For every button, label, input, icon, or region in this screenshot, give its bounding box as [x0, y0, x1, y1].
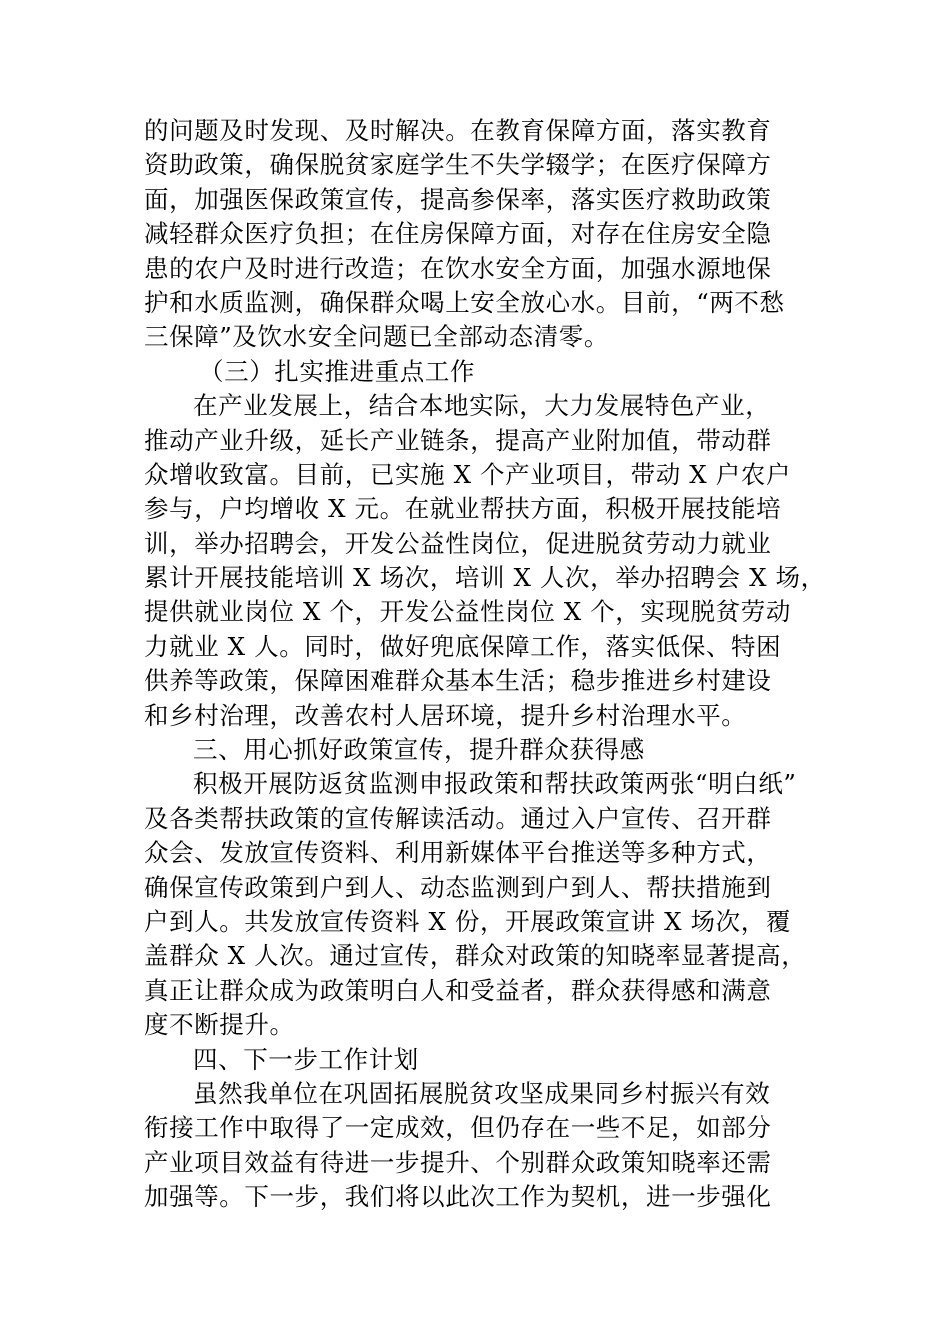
body-line: 确保宣传政策到户到人、动态监测到户到人、帮扶措施到: [144, 872, 772, 902]
section-heading: 四、下一步工作计划: [193, 1044, 419, 1074]
body-line: 盖群众 X 人次。通过宣传，群众对政策的知晓率显著提高，: [144, 941, 807, 971]
body-line: 面，加强医保政策宣传，提高参保率，落实医疗救助政策: [144, 184, 772, 214]
body-line: 众增收致富。目前，已实施 X 个产业项目，带动 X 户农户: [144, 459, 791, 489]
body-line: 资助政策，确保脱贫家庭学生不失学辍学；在医疗保障方: [144, 150, 772, 180]
body-line: 及各类帮扶政策的宣传解读活动。通过入户宣传、召开群: [144, 803, 772, 833]
body-line: 推动产业升级，延长产业链条，提高产业附加值，带动群: [144, 425, 772, 455]
body-line: 真正让群众成为政策明白人和受益者，群众获得感和满意: [144, 975, 772, 1005]
body-line: 训，举办招聘会，开发公益性岗位，促进脱贫劳动力就业: [144, 528, 772, 558]
body-line: 众会、发放宣传资料、利用新媒体平台推送等多种方式，: [144, 838, 772, 868]
body-line: 护和水质监测，确保群众喝上安全放心水。目前，“两不愁: [144, 287, 785, 317]
subsection-heading: （三）扎实推进重点工作: [199, 356, 476, 386]
body-line: 累计开展技能培训 X 场次，培训 X 人次，举办招聘会 X 场，: [144, 563, 826, 593]
body-line: 虽然我单位在巩固拓展脱贫攻坚成果同乡村振兴有效: [193, 1078, 771, 1108]
document-body: [144, 114, 826, 1215]
section-heading: 三、用心抓好政策宣传，提升群众获得感: [193, 735, 645, 765]
body-line: 加强等。下一步，我们将以此次工作为契机，进一步强化: [144, 1182, 772, 1212]
body-line: 在产业发展上，结合本地实际，大力发展特色产业，: [193, 391, 771, 421]
body-line: 的问题及时发现、及时解决。在教育保障方面，落实教育: [144, 116, 772, 145]
body-line: 减轻群众医疗负担；在住房保障方面，对存在住房安全隐: [144, 219, 772, 249]
body-line: 积极开展防返贫监测申报政策和帮扶政策两张“明白纸”: [193, 769, 797, 799]
body-line: 和乡村治理，改善农村人居环境，提升乡村治理水平。: [144, 700, 747, 730]
body-line: 患的农户及时进行改造；在饮水安全方面，加强水源地保: [144, 253, 772, 283]
body-line: 力就业 X 人。同时，做好兜底保障工作，落实低保、特困: [144, 631, 782, 661]
body-line: 提供就业岗位 X 个，开发公益性岗位 X 个，实现脱贫劳动: [144, 597, 791, 627]
body-line: 户到人。共发放宣传资料 X 份，开展政策宣讲 X 场次，覆: [144, 906, 791, 936]
body-line: 产业项目效益有待进一步提升、个别群众政策知晓率还需: [144, 1147, 772, 1177]
body-line: 供养等政策，保障困难群众基本生活；稳步推进乡村建设: [144, 666, 772, 696]
body-line: 三保障”及饮水安全问题已全部动态清零。: [144, 322, 609, 352]
body-line: 度不断提升。: [144, 1010, 295, 1040]
body-line: 衔接工作中取得了一定成效，但仍存在一些不足，如部分: [144, 1113, 772, 1143]
body-line: 参与，户均增收 X 元。在就业帮扶方面，积极开展技能培: [144, 494, 782, 524]
